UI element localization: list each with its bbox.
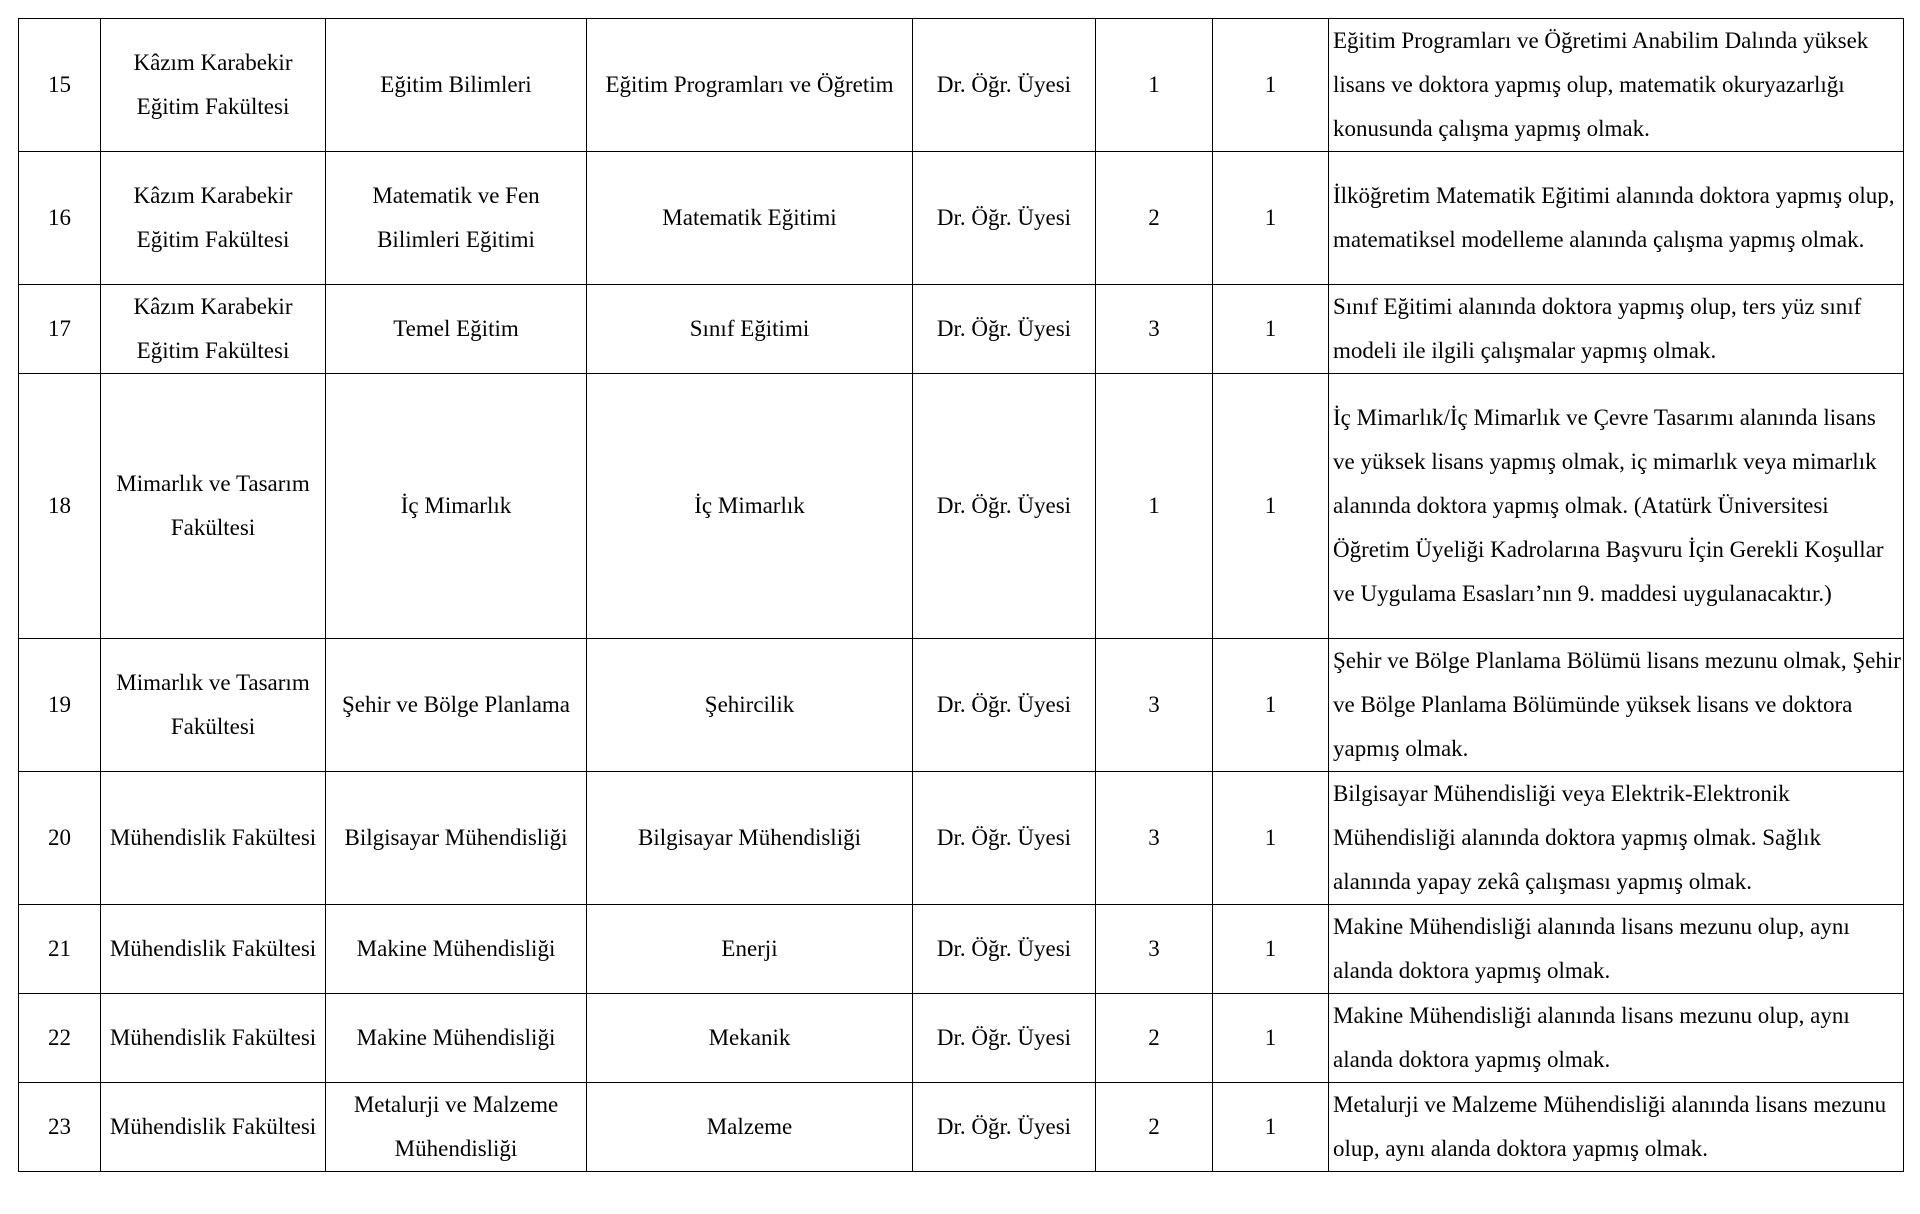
subfield-cell: İç Mimarlık [587, 374, 913, 639]
faculty-cell: Mimarlık ve Tasarım Fakültesi [101, 374, 326, 639]
subfield-cell: Bilgisayar Mühendisliği [587, 772, 913, 905]
count-cell: 1 [1213, 374, 1329, 639]
row-number: 17 [19, 285, 101, 374]
row-number: 16 [19, 152, 101, 285]
degree-cell: 1 [1096, 374, 1213, 639]
faculty-cell: Kâzım Karabekir Eğitim Fakültesi [101, 19, 326, 152]
title-cell: Dr. Öğr. Üyesi [913, 905, 1096, 994]
title-cell: Dr. Öğr. Üyesi [913, 19, 1096, 152]
row-number: 23 [19, 1083, 101, 1172]
requirement-cell: Metalurji ve Malzeme Mühendisliği alanında lisans mezunu olup, aynı alanda doktora yapmış olmak. [1329, 1083, 1904, 1172]
requirement-cell: Şehir ve Bölge Planlama Bölümü lisans mezunu olmak, Şehir ve Bölge Planlama Bölümünde yüksek lisans ve doktora yapmış olmak. [1329, 639, 1904, 772]
table-row [19, 285, 1904, 374]
requirement-cell: İlköğretim Matematik Eğitimi alanında doktora yapmış olup, matematiksel modelleme alanında çalışma yapmış olmak. [1329, 152, 1904, 285]
count-cell: 1 [1213, 1083, 1329, 1172]
table-row [19, 1083, 1904, 1172]
faculty-cell: Mühendislik Fakültesi [101, 1083, 326, 1172]
table-row [19, 19, 1904, 152]
requirement-cell: Bilgisayar Mühendisliği veya Elektrik-Elektronik Mühendisliği alanında doktora yapmış olmak. Sağlık alanında yapay zekâ çalışması yapmış olmak. [1329, 772, 1904, 905]
row-number: 22 [19, 994, 101, 1083]
table-row [19, 772, 1904, 905]
department-cell: Bilgisayar Mühendisliği [326, 772, 587, 905]
faculty-cell: Mühendislik Fakültesi [101, 994, 326, 1083]
count-cell: 1 [1213, 994, 1329, 1083]
table-row [19, 374, 1904, 639]
subfield-cell: Malzeme [587, 1083, 913, 1172]
degree-cell: 1 [1096, 19, 1213, 152]
subfield-cell: Sınıf Eğitimi [587, 285, 913, 374]
department-cell: Şehir ve Bölge Planlama [326, 639, 587, 772]
count-cell: 1 [1213, 19, 1329, 152]
title-cell: Dr. Öğr. Üyesi [913, 152, 1096, 285]
faculty-cell: Mimarlık ve Tasarım Fakültesi [101, 639, 326, 772]
subfield-cell: Mekanik [587, 994, 913, 1083]
row-number: 21 [19, 905, 101, 994]
table-row [19, 994, 1904, 1083]
subfield-cell: Eğitim Programları ve Öğretim [587, 19, 913, 152]
table-row [19, 639, 1904, 772]
staff-positions-table [18, 18, 1904, 1172]
department-cell: Eğitim Bilimleri [326, 19, 587, 152]
degree-cell: 3 [1096, 772, 1213, 905]
requirement-cell: Makine Mühendisliği alanında lisans mezunu olup, aynı alanda doktora yapmış olmak. [1329, 905, 1904, 994]
subfield-cell: Matematik Eğitimi [587, 152, 913, 285]
table-row [19, 905, 1904, 994]
requirement-cell: Sınıf Eğitimi alanında doktora yapmış olup, ters yüz sınıf modeli ile ilgili çalışmalar yapmış olmak. [1329, 285, 1904, 374]
department-cell: Metalurji ve Malzeme Mühendisliği [326, 1083, 587, 1172]
title-cell: Dr. Öğr. Üyesi [913, 639, 1096, 772]
degree-cell: 2 [1096, 994, 1213, 1083]
title-cell: Dr. Öğr. Üyesi [913, 285, 1096, 374]
degree-cell: 3 [1096, 285, 1213, 374]
department-cell: Makine Mühendisliği [326, 994, 587, 1083]
department-cell: İç Mimarlık [326, 374, 587, 639]
subfield-cell: Enerji [587, 905, 913, 994]
requirement-cell: Eğitim Programları ve Öğretimi Anabilim Dalında yüksek lisans ve doktora yapmış olup, matematik okuryazarlığı konusunda çalışma yapmış olmak. [1329, 19, 1904, 152]
department-cell: Temel Eğitim [326, 285, 587, 374]
faculty-cell: Kâzım Karabekir Eğitim Fakültesi [101, 152, 326, 285]
count-cell: 1 [1213, 285, 1329, 374]
row-number: 18 [19, 374, 101, 639]
title-cell: Dr. Öğr. Üyesi [913, 1083, 1096, 1172]
degree-cell: 3 [1096, 905, 1213, 994]
title-cell: Dr. Öğr. Üyesi [913, 374, 1096, 639]
requirement-cell: Makine Mühendisliği alanında lisans mezunu olup, aynı alanda doktora yapmış olmak. [1329, 994, 1904, 1083]
degree-cell: 2 [1096, 1083, 1213, 1172]
count-cell: 1 [1213, 639, 1329, 772]
row-number: 19 [19, 639, 101, 772]
subfield-cell: Şehircilik [587, 639, 913, 772]
row-number: 20 [19, 772, 101, 905]
title-cell: Dr. Öğr. Üyesi [913, 772, 1096, 905]
count-cell: 1 [1213, 772, 1329, 905]
table-row [19, 152, 1904, 285]
requirement-cell: İç Mimarlık/İç Mimarlık ve Çevre Tasarımı alanında lisans ve yüksek lisans yapmış olmak, iç mimarlık veya mimarlık alanında doktora yapmış olmak. (Atatürk Üniversitesi Öğretim Üyeliği Kadrolarına Başvuru İçin Gerekli Koşullar ve Uygulama Esasları’nın 9. maddesi uygulanacaktır.) [1329, 374, 1904, 639]
count-cell: 1 [1213, 152, 1329, 285]
department-cell: Makine Mühendisliği [326, 905, 587, 994]
faculty-cell: Mühendislik Fakültesi [101, 772, 326, 905]
degree-cell: 3 [1096, 639, 1213, 772]
row-number: 15 [19, 19, 101, 152]
degree-cell: 2 [1096, 152, 1213, 285]
faculty-cell: Kâzım Karabekir Eğitim Fakültesi [101, 285, 326, 374]
title-cell: Dr. Öğr. Üyesi [913, 994, 1096, 1083]
count-cell: 1 [1213, 905, 1329, 994]
faculty-cell: Mühendislik Fakültesi [101, 905, 326, 994]
department-cell: Matematik ve Fen Bilimleri Eğitimi [326, 152, 587, 285]
